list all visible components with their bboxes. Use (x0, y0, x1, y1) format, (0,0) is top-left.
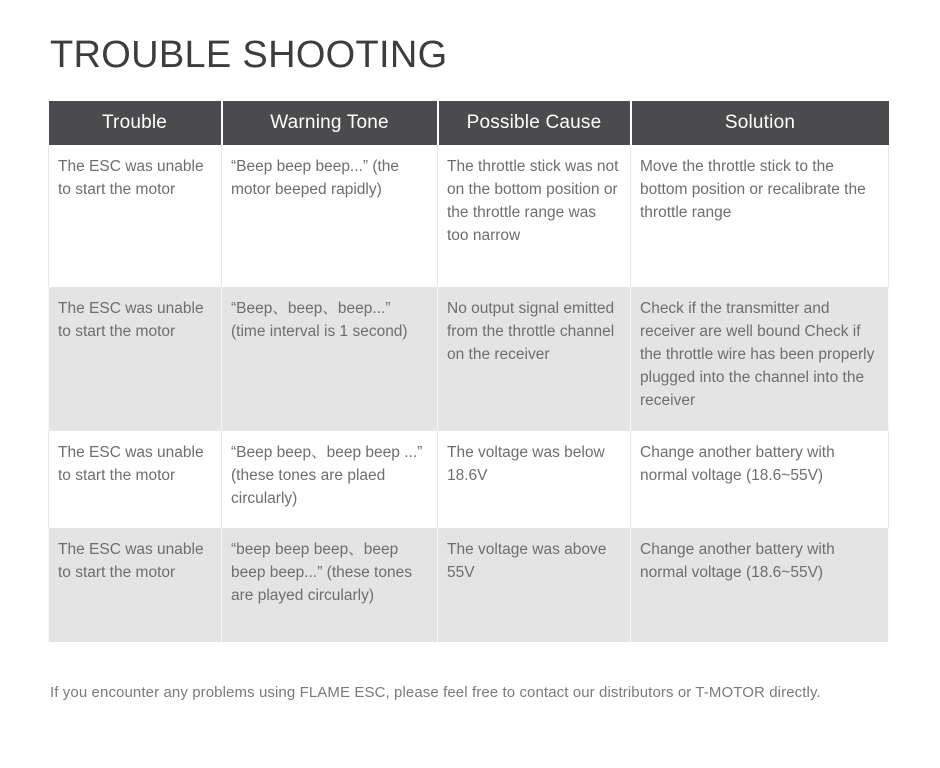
cell-solution: Check if the transmitter and receiver are well bound Check if the throttle wire has been properly plugged into the channel into the receiver (631, 287, 889, 431)
cell-solution: Move the throttle stick to the bottom position or recalibrate the throttle range (631, 145, 889, 287)
table-row (49, 528, 889, 642)
cell-solution: Change another battery with normal voltage (18.6~55V) (631, 528, 889, 642)
col-header-possible-cause: Possible Cause (438, 101, 631, 145)
table-row (49, 145, 889, 287)
cell-warning-tone: “beep beep beep、beep beep beep...” (these tones are played circularly) (222, 528, 438, 642)
cell-warning-tone: “Beep、beep、beep...” (time interval is 1 second) (222, 287, 438, 431)
table-row (49, 287, 889, 431)
col-header-warning-tone: Warning Tone (222, 101, 438, 145)
table-row (49, 431, 889, 528)
cell-possible-cause: The voltage was below 18.6V (438, 431, 631, 528)
troubleshooting-table (48, 101, 889, 642)
cell-possible-cause: No output signal emitted from the throttle channel on the receiver (438, 287, 631, 431)
cell-possible-cause: The throttle stick was not on the bottom position or the throttle range was too narrow (438, 145, 631, 287)
cell-trouble: The ESC was unable to start the motor (49, 528, 222, 642)
cell-warning-tone: “Beep beep beep...” (the motor beeped rapidly) (222, 145, 438, 287)
page-title: TROUBLE SHOOTING (50, 34, 448, 76)
cell-solution: Change another battery with normal voltage (18.6~55V) (631, 431, 889, 528)
manual-page (0, 34, 940, 768)
cell-trouble: The ESC was unable to start the motor (49, 287, 222, 431)
cell-possible-cause: The voltage was above 55V (438, 528, 631, 642)
table-header-row (49, 101, 889, 145)
contact-note: If you encounter any problems using FLAME ESC, please feel free to contact our distributors or T-MOTOR directly. (50, 683, 821, 701)
cell-trouble: The ESC was unable to start the motor (49, 145, 222, 287)
cell-trouble: The ESC was unable to start the motor (49, 431, 222, 528)
cell-warning-tone: “Beep beep、beep beep ...” (these tones are plaed circularly) (222, 431, 438, 528)
col-header-solution: Solution (631, 101, 889, 145)
col-header-trouble: Trouble (49, 101, 222, 145)
